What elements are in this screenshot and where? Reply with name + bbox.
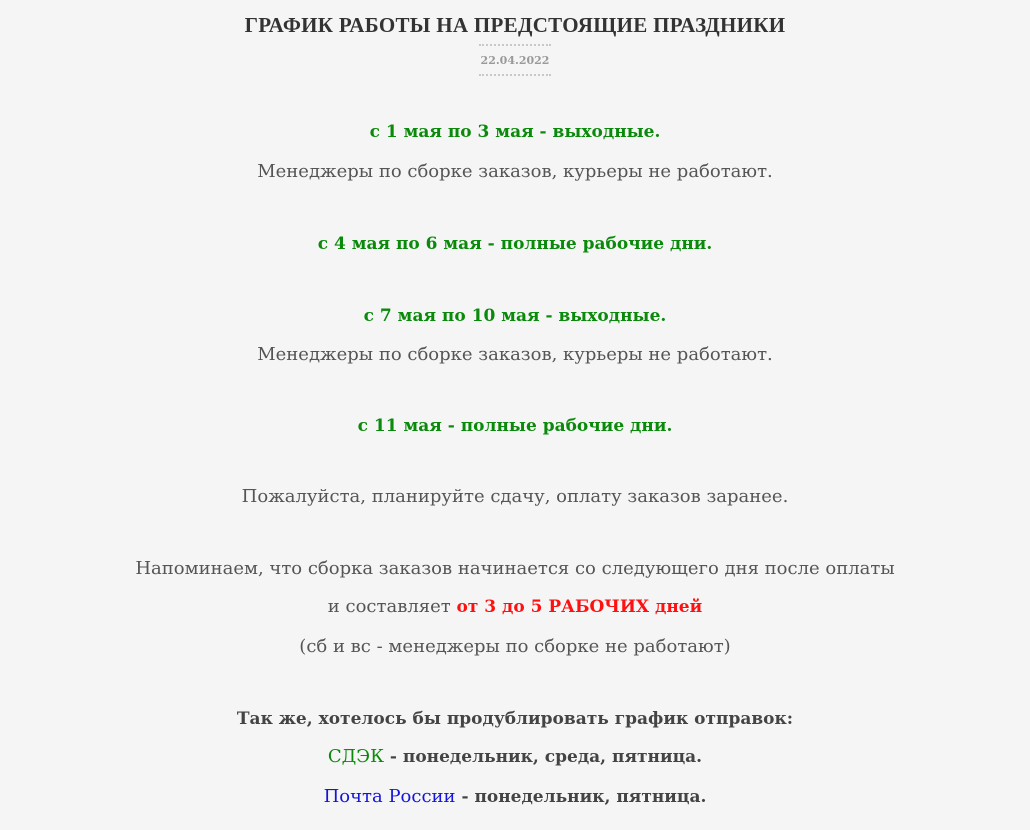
shipping-post <box>0 782 1030 812</box>
reminder-line-2 <box>0 592 1030 622</box>
reminder-line-1: Напоминаем, что сборка заказов начинается со следующего дня после оплаты <box>135 558 895 579</box>
date-divider-bottom <box>479 74 551 80</box>
publish-date: 22.04.2022 <box>480 54 550 67</box>
date-divider-top <box>479 44 551 50</box>
schedule-note-3: Менеджеры по сборке заказов, курьеры не работают. <box>257 344 773 365</box>
assembly-duration-highlight: от 3 до 5 РАБОЧИХ дней <box>456 597 703 617</box>
cdek-days: - понедельник, среда, пятница. <box>384 747 703 767</box>
date-block <box>0 44 1030 80</box>
post-days: - понедельник, пятница. <box>455 787 707 807</box>
reminder-line-3: (сб и вс - менеджеры по сборке не работают) <box>299 636 731 657</box>
shipping-intro: Так же, хотелось бы продублировать график отправок: <box>236 709 794 729</box>
shipping-cdek <box>0 742 1030 772</box>
schedule-period-1: с 1 мая по 3 мая - выходные. <box>369 122 661 142</box>
planning-request: Пожалуйста, планируйте сдачу, оплату заказов заранее. <box>241 486 789 507</box>
page-title: ГРАФИК РАБОТЫ НА ПРЕДСТОЯЩИЕ ПРАЗДНИКИ <box>244 13 786 37</box>
schedule-period-2: с 4 мая по 6 мая - полные рабочие дни. <box>317 234 713 254</box>
schedule-period-3: с 7 мая по 10 мая - выходные. <box>363 306 667 326</box>
schedule-note-1: Менеджеры по сборке заказов, курьеры не работают. <box>257 161 773 182</box>
cdek-name: СДЭК <box>327 746 384 767</box>
reminder-prefix: и составляет <box>327 596 457 617</box>
schedule-period-4: с 11 мая - полные рабочие дни. <box>357 416 673 436</box>
post-name: Почта России <box>323 786 456 807</box>
